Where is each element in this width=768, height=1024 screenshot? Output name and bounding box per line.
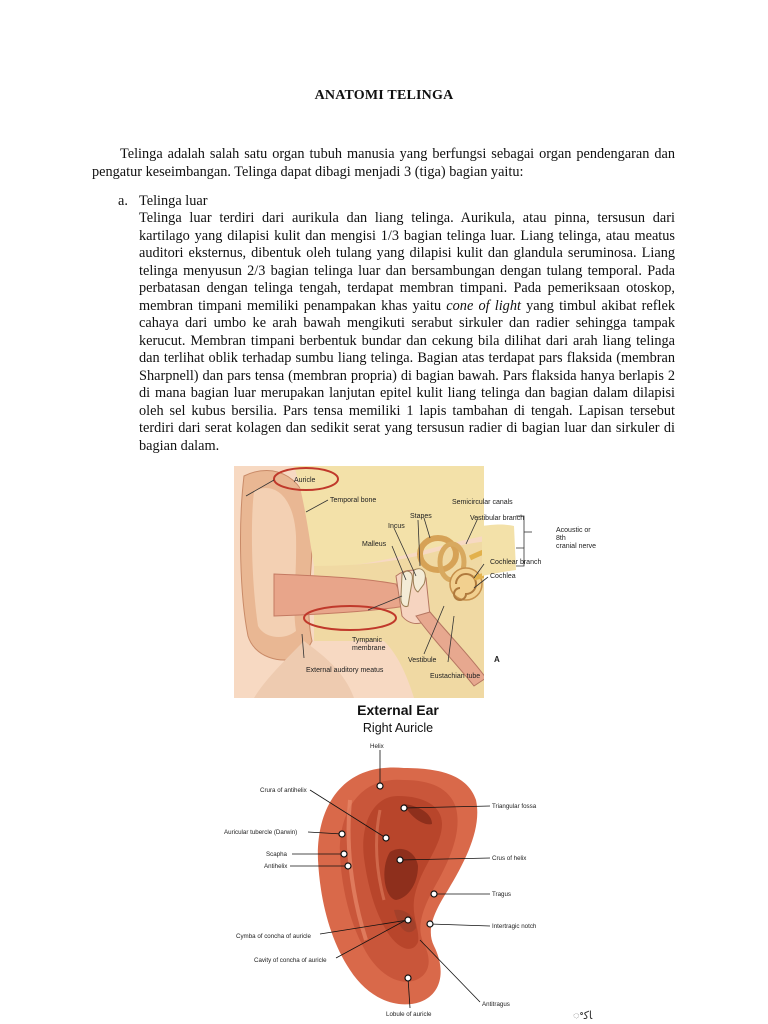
italic-term: cone of light — [446, 297, 521, 314]
label-crura-antihelix: Crura of antihelix — [260, 787, 307, 794]
label-external-meatus: External auditory meatus — [306, 667, 384, 674]
label-cochlear-branch: Cochlear branch — [490, 559, 542, 566]
section-heading-telinga-luar: Telinga luar — [139, 193, 208, 209]
label-triangular-fossa: Triangular fossa — [492, 803, 537, 810]
label-panel-a: A — [494, 655, 500, 664]
list-marker-a: a. — [118, 193, 128, 209]
label-tympanic-2: membrane — [352, 645, 386, 652]
label-lobule: Lobule of auricle — [386, 1011, 432, 1018]
label-auricle: Auricle — [294, 477, 316, 484]
auricle-illustration — [220, 740, 570, 1024]
label-helix: Helix — [370, 743, 384, 750]
external-ear-figure — [220, 740, 570, 1024]
label-vestibule: Vestibule — [408, 657, 437, 664]
label-malleus: Malleus — [362, 541, 387, 548]
label-vestibular-branch: Vestibular branch — [470, 515, 525, 522]
ear-cross-section-illustration — [234, 466, 610, 698]
label-cymba: Cymba of concha of auricle — [236, 933, 311, 940]
label-cavity: Cavity of concha of auricle — [254, 957, 327, 964]
intro-paragraph: Telinga adalah salah satu organ tubuh manusia yang berfungsi sebagai organ pendengaran dan pengatur keseimbangan. Telinga dapat dibagi menjadi 3 (tiga) bagian yaitu: — [92, 146, 675, 180]
label-scapha: Scapha — [266, 851, 287, 858]
label-semicircular-canals: Semicircular canals — [452, 499, 513, 506]
label-antihelix: Antihelix — [264, 863, 288, 870]
label-acoustic-3: cranial nerve — [556, 543, 597, 550]
section-body-telinga-luar — [139, 210, 675, 455]
label-intertragic-notch: Intertragic notch — [492, 923, 537, 930]
ear-anatomy-figure — [234, 466, 610, 698]
label-temporal-bone: Temporal bone — [330, 497, 377, 504]
footer-mark: ꢀﺎﮐ — [573, 1009, 593, 1022]
label-eustachian-tube: Eustachian tube — [430, 673, 481, 680]
label-incus: Incus — [388, 523, 405, 530]
label-tympanic-1: Tympanic — [352, 637, 382, 644]
label-acoustic-1: Acoustic or — [556, 527, 591, 534]
label-auricular-tubercle: Auricular tubercle (Darwin) — [224, 829, 298, 836]
label-tragus: Tragus — [492, 891, 512, 898]
body-text-part-2: yang timbul akibat reflek cahaya dari umbo ke arah bawah mengikuti serabut sirkuler dan radier sehingga tampak kerucut. Membran timpani berbentuk bundar dan cekung bila dilihat dari arah liang telinga dan terlihat oblik terhadap sumbu liang telinga. Bagian atas terdapat pars flaksida (membran Sharpnell) dan pars tensa (membran propria) di bagian bawah. Pars flaksida hanya berlapis 2 di mana bagian luar merupakan lanjutan epitel kulit liang telinga dan bagian dalam dilapisi oleh sel kubus bersilia. Pars tensa memiliki 1 lapis tambahan di tengah. Lapisan tersebut terdiri dari serat kolagen dan sedikit serat yang tersusun radier di bagian luar dan sirkuler di bagian dalam. — [139, 297, 675, 454]
label-antitragus: Antitragus — [482, 1001, 510, 1008]
label-stapes: Stapes — [410, 513, 432, 520]
figure2-title: External Ear — [357, 702, 439, 718]
label-acoustic-2: 8th — [556, 535, 566, 542]
figure2-subtitle: Right Auricle — [362, 721, 434, 735]
label-cochlea: Cochlea — [490, 573, 516, 580]
body-text-part-1: Telinga luar terdiri dari aurikula dan liang telinga. Aurikula, atau pinna, tersusun dari kartilago yang dilapisi kulit dan mengisi 1/3 bagian telinga luar. Liang telinga, atau meatus auditori eksternus, dibentuk oleh tulang yang dilapisi kulit dan glandula seruminosa. Liang telinga menyusun 2/3 bagian telinga luar dan bersambungan dengan tulang temporal. Pada perbatasan dengan telinga tengah, terdapat membran timpani. Pada pemeriksaan otoskop, membran timpani memiliki penampakan khas yaitu — [139, 210, 675, 314]
page-title: ANATOMI TELINGA — [314, 88, 454, 103]
label-crus-helix: Crus of helix — [492, 855, 527, 862]
